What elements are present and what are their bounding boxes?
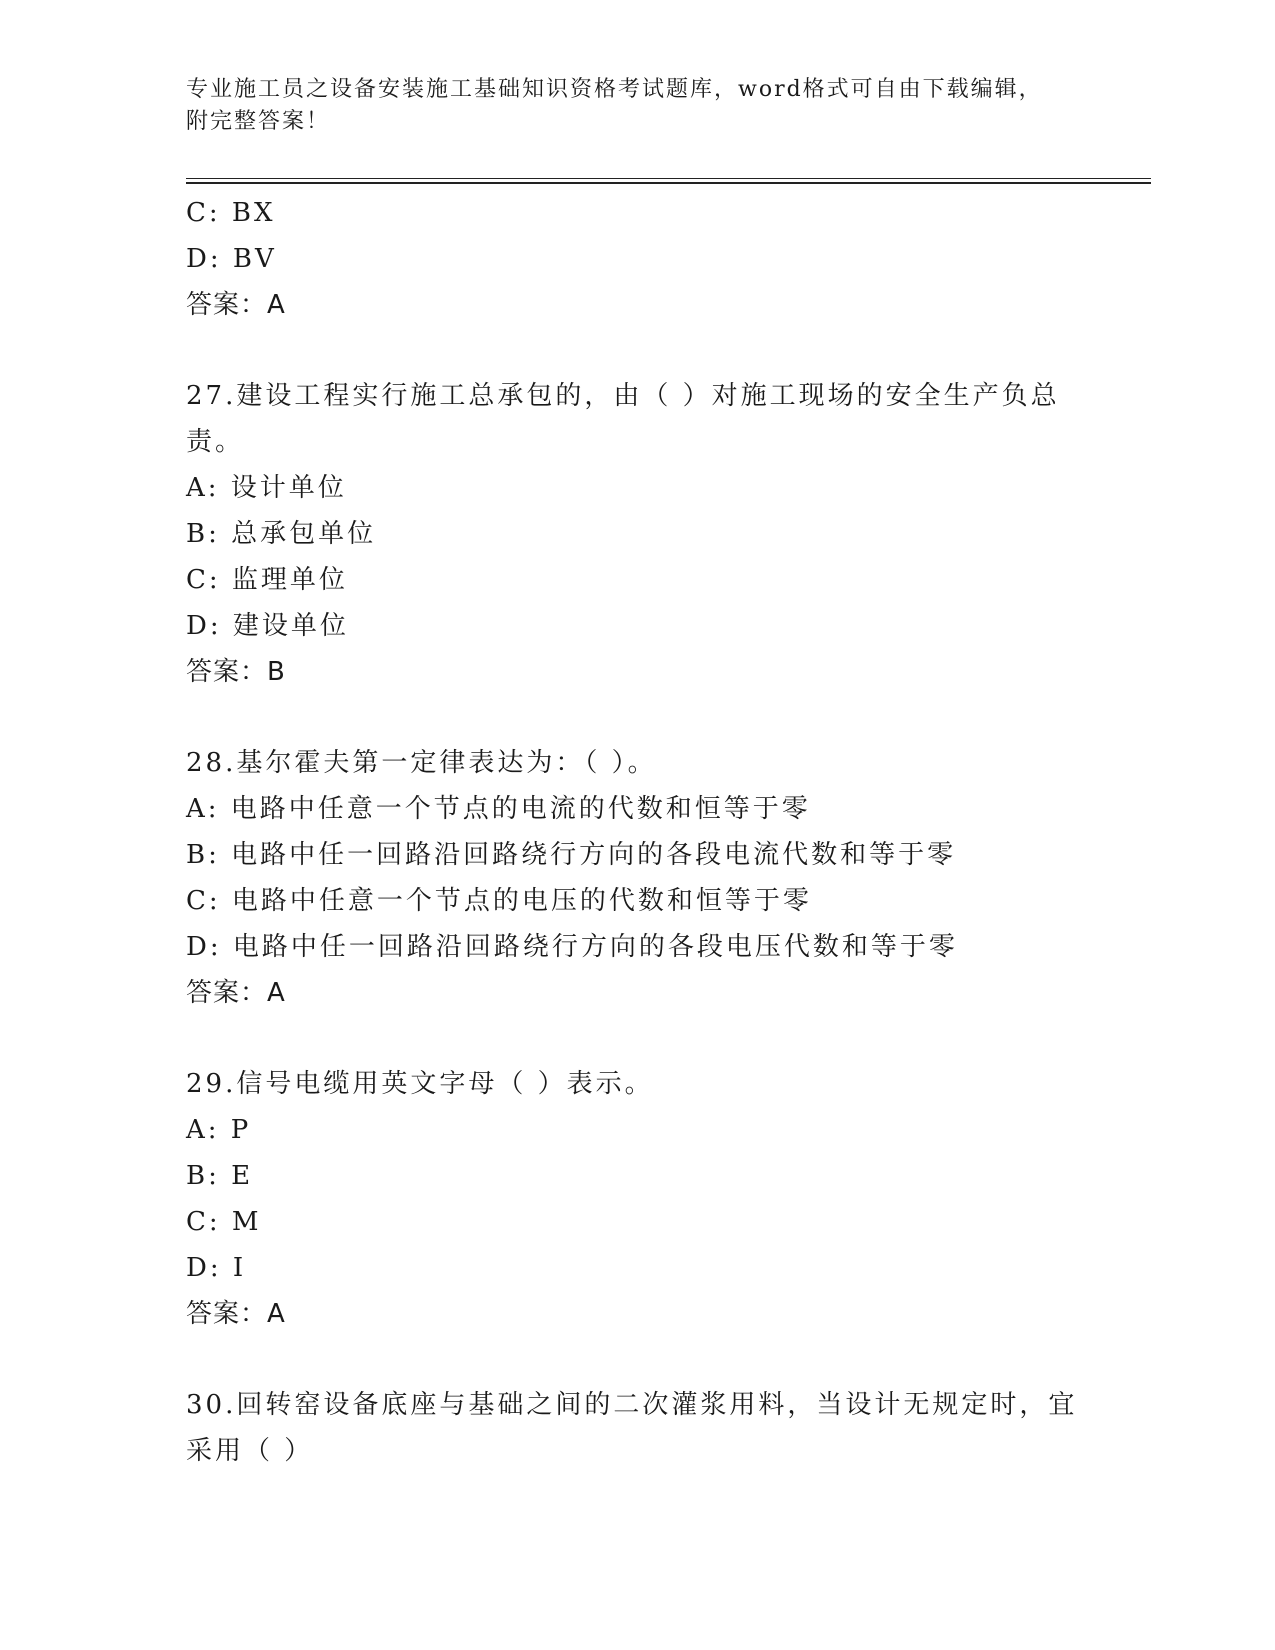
option-a: A: P xyxy=(186,1115,252,1145)
header-divider xyxy=(186,178,1151,179)
question-block xyxy=(186,373,1086,695)
question-block xyxy=(186,1061,1086,1337)
option-c: C: 电路中任意一个节点的电压的代数和恒等于零 xyxy=(186,886,812,916)
answer-line: 答案：A xyxy=(186,978,286,1008)
question-title: 27.建设工程实行施工总承包的，由（ ）对施工现场的安全生产负总 xyxy=(186,381,1060,411)
header-divider xyxy=(186,182,1151,184)
option-d: D: 建设单位 xyxy=(186,611,349,641)
option-b: B: E xyxy=(186,1161,254,1191)
question-block xyxy=(186,740,1086,1016)
question-list xyxy=(186,190,1086,1474)
option-c: C: M xyxy=(186,1207,262,1237)
question-title: 采用（ ） xyxy=(186,1436,314,1466)
option-b: B: 电路中任一回路沿回路绕行方向的各段电流代数和等于零 xyxy=(186,840,957,870)
answer-line: 答案：A xyxy=(186,290,286,320)
option-a: A: 电路中任意一个节点的电流的代数和恒等于零 xyxy=(186,794,811,824)
question-title: 28.基尔霍夫第一定律表达为：（ ）。 xyxy=(186,748,657,778)
header-line: 附完整答案！ xyxy=(186,109,331,134)
header-line: 专业施工员之设备安装施工基础知识资格考试题库，word格式可自由下载编辑， xyxy=(186,77,1043,102)
question-title: 30.回转窑设备底座与基础之间的二次灌浆用料，当设计无规定时，宜 xyxy=(186,1390,1078,1420)
option-d: D: BV xyxy=(186,244,277,274)
question-block xyxy=(186,1382,1086,1474)
answer-line: 答案：A xyxy=(186,1299,286,1329)
option-a: A: 设计单位 xyxy=(186,473,347,503)
option-d: D: I xyxy=(186,1253,247,1283)
page-header xyxy=(186,74,1066,138)
answer-line: 答案：B xyxy=(186,657,286,687)
option-c: C: BX xyxy=(186,198,276,228)
question-title: 责。 xyxy=(186,427,245,457)
question-block xyxy=(186,190,1086,328)
option-c: C: 监理单位 xyxy=(186,565,348,595)
option-d: D: 电路中任一回路沿回路绕行方向的各段电压代数和等于零 xyxy=(186,932,958,962)
question-title: 29.信号电缆用英文字母（ ）表示。 xyxy=(186,1069,654,1099)
option-b: B: 总承包单位 xyxy=(186,519,377,549)
